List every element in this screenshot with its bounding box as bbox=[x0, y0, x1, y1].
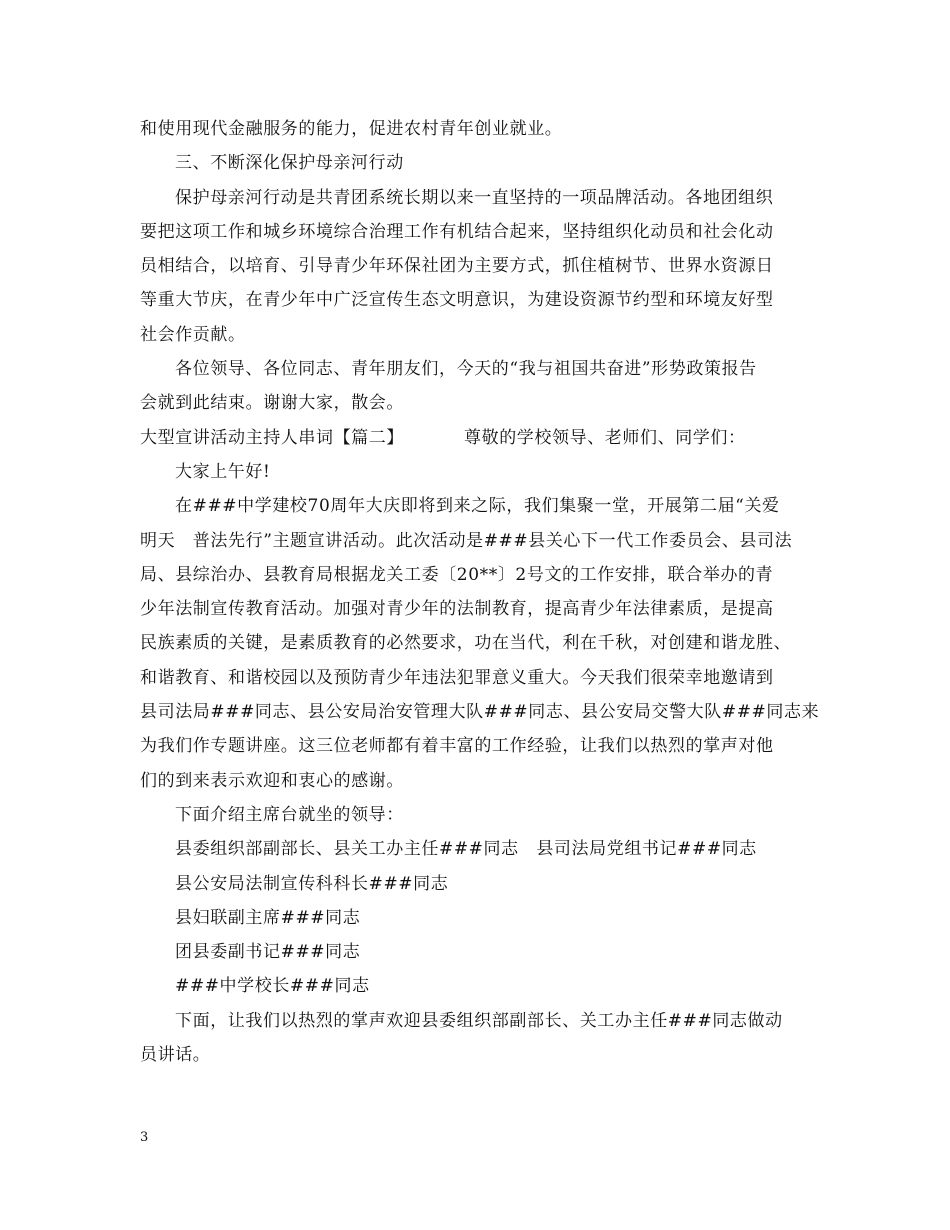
paragraph-line: 保护母亲河行动是共青团系统长期以来一直坚持的一项品牌活动。各地团组织 bbox=[175, 187, 774, 208]
page-number: 3 bbox=[140, 1130, 149, 1145]
paragraph-line: 各位领导、各位同志、青年朋友们，今天的“我与祖国共奋进”形势政策报告 bbox=[175, 359, 757, 380]
document-body bbox=[140, 112, 820, 1072]
paragraph-line: 下面介绍主席台就坐的领导： bbox=[175, 804, 404, 825]
section-heading-line bbox=[140, 421, 820, 455]
paragraph-line: 明天 普法先行”主题宣讲活动。此次活动是###县关心下一代工作委员会、县司法 bbox=[140, 530, 793, 551]
paragraph-line: 等重大节庆，在青少年中广泛宣传生态文明意识，为建设资源节约型和环境友好型 bbox=[140, 290, 774, 311]
paragraph-line: 会就到此结束。谢谢大家，散会。 bbox=[140, 393, 404, 414]
paragraph-line: 员讲话。 bbox=[140, 1045, 211, 1066]
paragraph-line: 局、县综治办、县教育局根据龙关工委〔20**〕2号文的工作安排，联合举办的青 bbox=[140, 564, 774, 585]
paragraph-line: 民族素质的关键，是素质教育的必然要求，功在当代，利在千秋，对创建和谐龙胜、 bbox=[140, 633, 792, 654]
paragraph-line: 要把这项工作和城乡环境综合治理工作有机结合起来，坚持组织化动员和社会化动 bbox=[140, 221, 774, 242]
paragraph-line: 为我们作专题讲座。这三位老师都有着丰富的工作经验，让我们以热烈的掌声对他 bbox=[140, 736, 774, 757]
paragraph-line: 县司法局###同志、县公安局治安管理大队###同志、县公安局交警大队###同志来 bbox=[140, 702, 820, 723]
paragraph-line: 员相结合，以培育、引导青少年环保社团为主要方式，抓住植树节、世界水资源日 bbox=[140, 256, 774, 277]
paragraph-line: 和使用现代金融服务的能力，促进农村青年创业就业。 bbox=[140, 119, 563, 139]
leader-list-item: 团县委副书记###同志 bbox=[175, 942, 361, 963]
paragraph-line: 少年法制宣传教育活动。加强对青少年的法制教育，提高青少年法律素质，是提高 bbox=[140, 599, 774, 620]
paragraph-line: 和谐教育、和谐校园以及预防青少年违法犯罪意义重大。今天我们很荣幸地邀请到 bbox=[140, 667, 774, 688]
paragraph-line: 下面，让我们以热烈的掌声欢迎县委组织部副部长、关工办主任###同志做动 bbox=[175, 1010, 783, 1031]
leader-list-item: ###中学校长###同志 bbox=[175, 976, 370, 997]
paragraph-line: 在###中学建校70周年大庆即将到来之际，我们集聚一堂，开展第二届“关爱 bbox=[175, 496, 780, 517]
paragraph-line: 社会作贡献。 bbox=[140, 324, 246, 345]
leader-list-item: 县公安局法制宣传科科长###同志 bbox=[175, 873, 449, 894]
greeting-text: 尊敬的学校领导、老师们、同学们： bbox=[464, 427, 746, 448]
paragraph-line: 大家上午好! bbox=[175, 461, 271, 482]
paragraph-line: 们的到来表示欢迎和衷心的感谢。 bbox=[140, 770, 404, 791]
section-title-line: 三、不断深化保护母亲河行动 bbox=[175, 153, 404, 174]
leader-list-item: 县妇联副主席###同志 bbox=[175, 907, 361, 928]
leader-list-item: 县委组织部副部长、县关工办主任###同志 县司法局党组书记###同志 bbox=[175, 839, 757, 860]
section-heading-title: 大型宣讲活动主持人串词【篇二】 bbox=[140, 427, 404, 448]
